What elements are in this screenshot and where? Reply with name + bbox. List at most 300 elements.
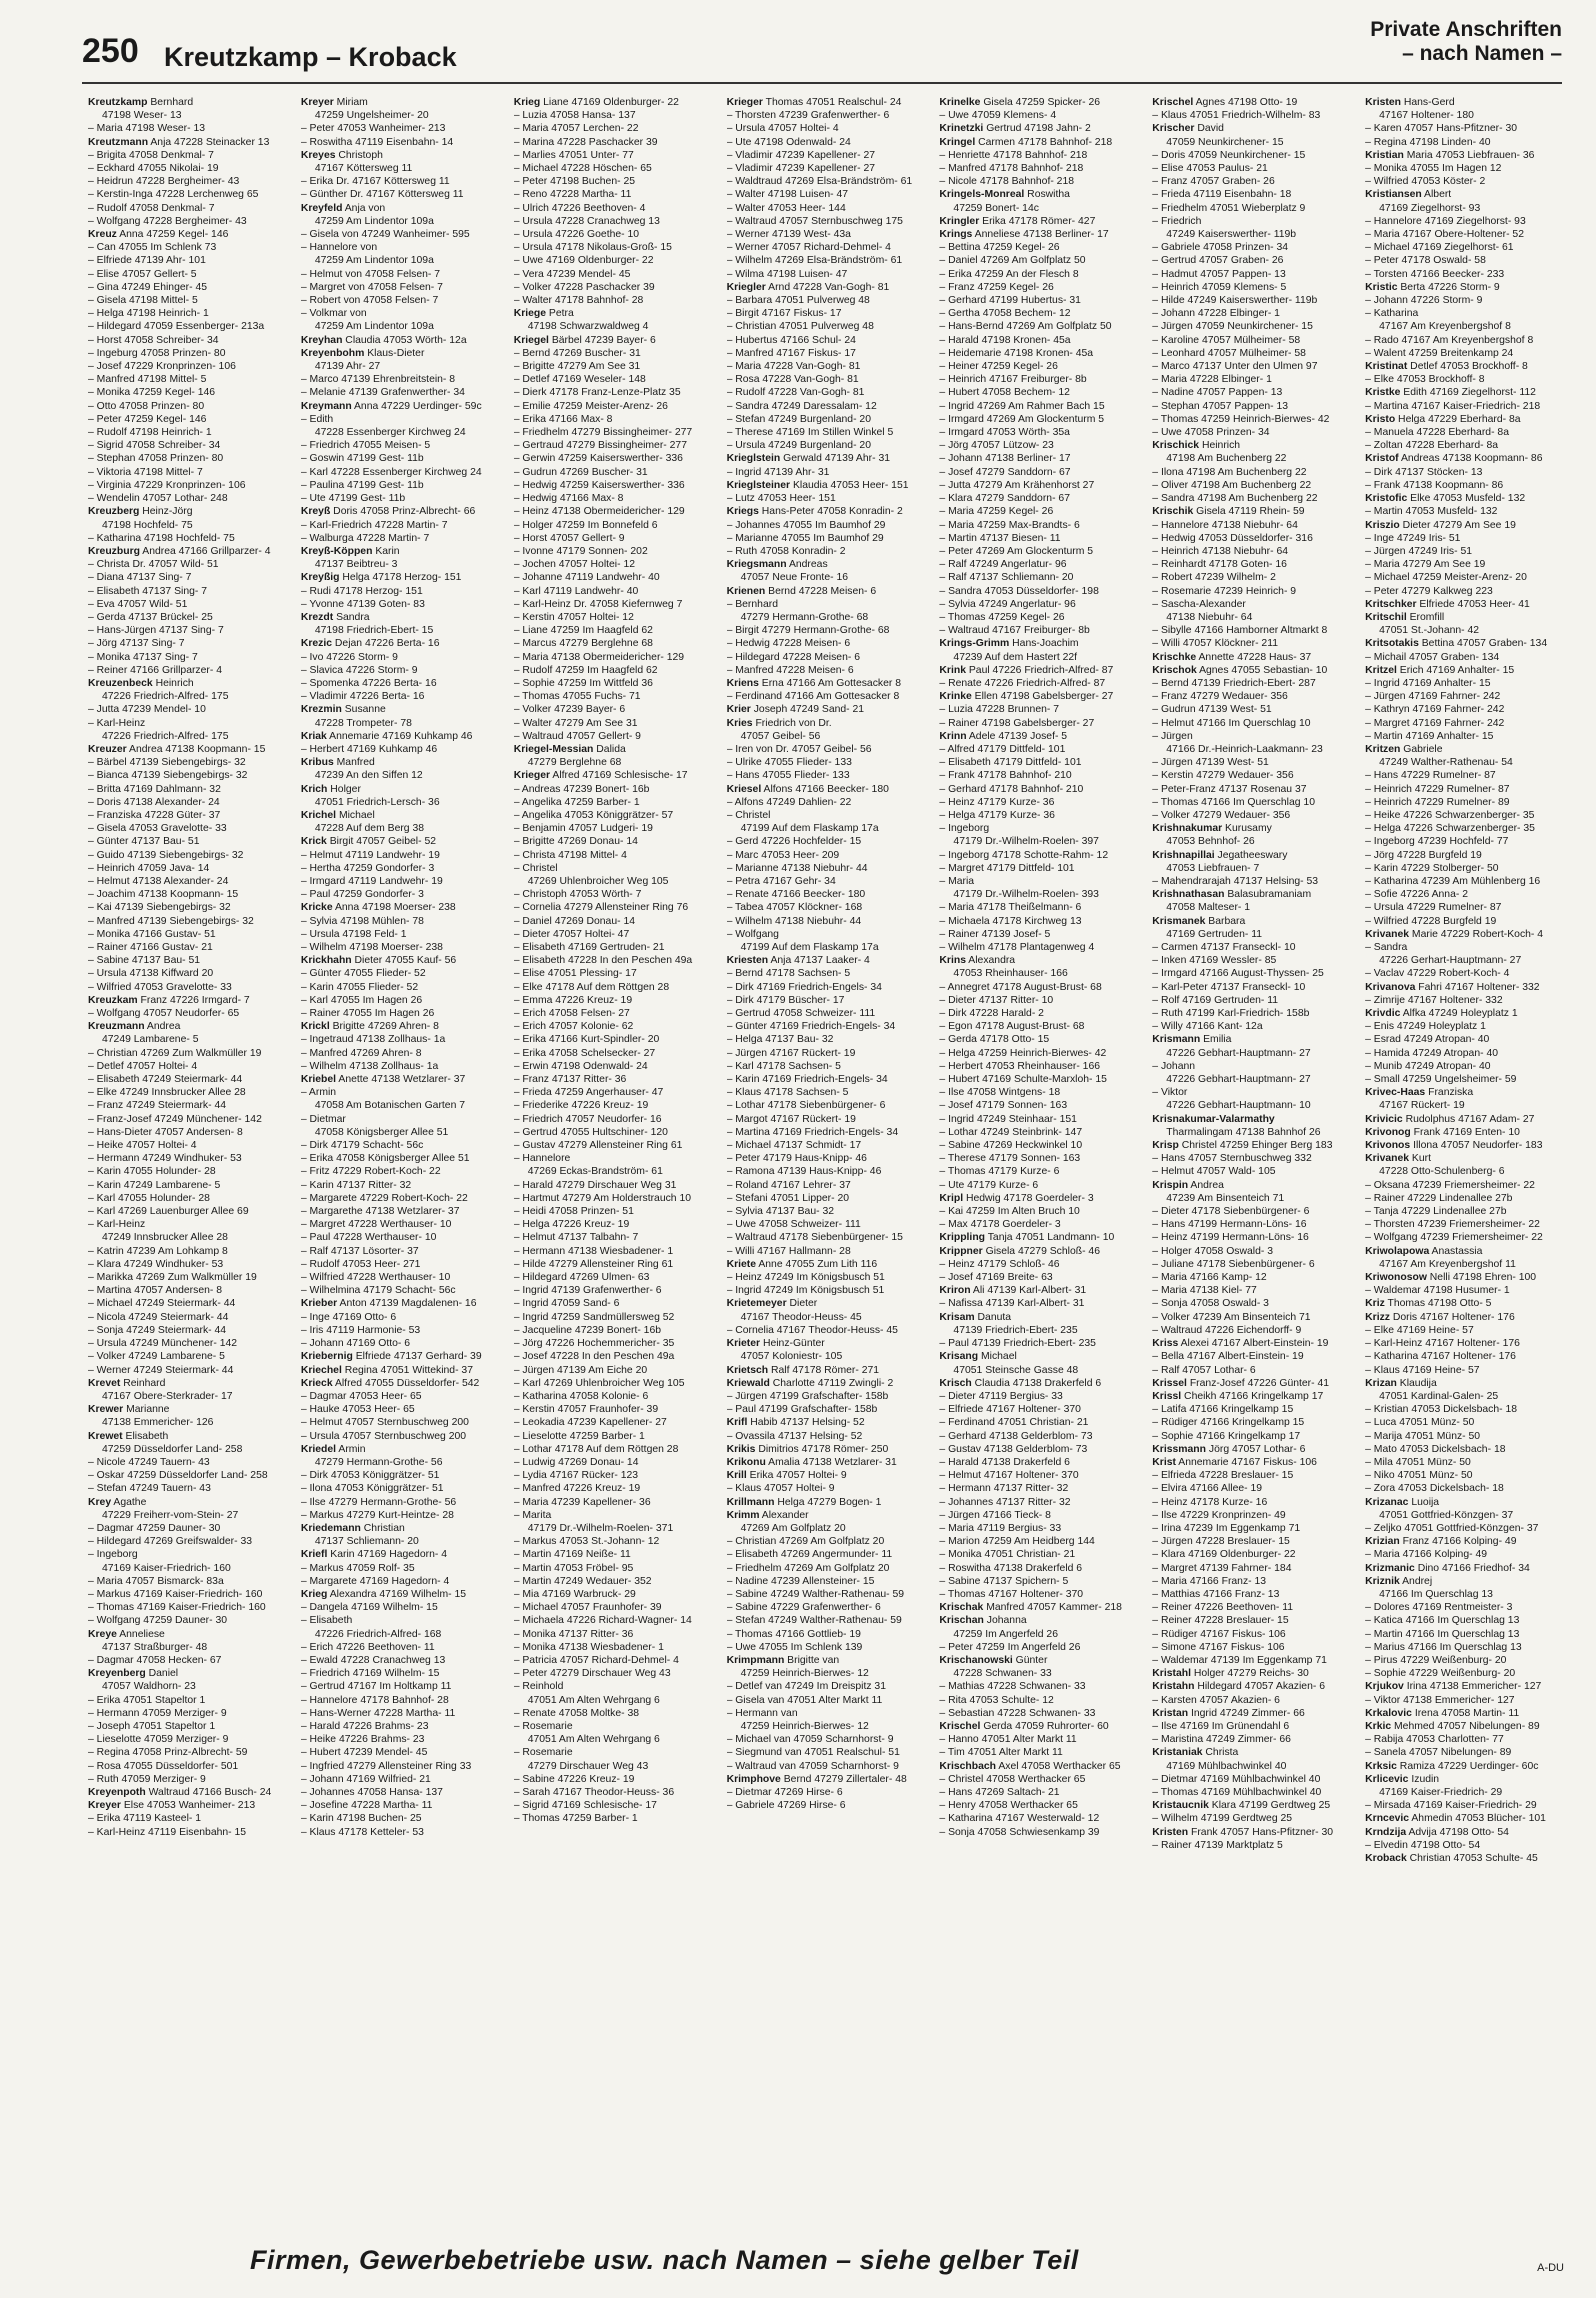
entry-details: – Emma 47226 Kreuz- 19 xyxy=(513,994,633,1006)
entry-details: – Hermann 47059 Merziger- 9 xyxy=(88,1707,227,1719)
entry-surname: Kringler xyxy=(939,215,980,227)
entry-details: – Hedwig 47259 Kaiserswerther- 336 xyxy=(513,479,685,491)
entry-details: – Inge 47249 Iris- 51 xyxy=(1365,532,1461,544)
entry-details: – Johannes 47137 Ritter- 32 xyxy=(939,1496,1071,1508)
entry-details: – Renate 47166 Beecker- 180 xyxy=(726,889,866,901)
listing-entry xyxy=(727,1113,926,1126)
listing-entry xyxy=(727,1099,926,1112)
listing-entry xyxy=(301,1179,500,1192)
entry-details: Gertrud 47198 Jahn- 2 xyxy=(983,123,1091,135)
entry-details: – Elise 47053 Paulus- 21 xyxy=(1152,163,1268,175)
listing-entry xyxy=(939,136,1138,149)
name-range-title: Kreutzkamp – Kroback xyxy=(164,42,457,72)
entry-surname: Krichel xyxy=(300,809,337,821)
listing-entry xyxy=(727,281,926,294)
entry-details: – Margret 47169 Fahrner- 242 xyxy=(1365,717,1505,729)
entry-details: Helga 47279 Bogen- 1 xyxy=(774,1496,882,1508)
listing-entry xyxy=(1365,1390,1564,1403)
listing-entry xyxy=(1152,585,1351,598)
listing-entry xyxy=(1152,717,1351,730)
listing-entry xyxy=(939,1403,1138,1416)
listing-entry xyxy=(1152,1430,1351,1443)
listing-entry xyxy=(1365,1614,1564,1627)
entry-details: Holger 47279 Reichs- 30 xyxy=(1190,1668,1309,1680)
listing-entry xyxy=(939,1205,1138,1218)
entry-details: – Uwe 47055 Im Schlenk 139 xyxy=(726,1641,863,1653)
listing-entry xyxy=(1152,439,1351,452)
listing-entry xyxy=(514,268,713,281)
header-rule xyxy=(82,82,1562,84)
entry-details: Karin xyxy=(372,545,400,557)
listing-entry xyxy=(514,519,713,532)
listing-entry xyxy=(1365,677,1564,690)
listing-entry xyxy=(301,109,500,122)
entry-details: – Klara 47249 Windhuker- 53 xyxy=(88,1258,224,1270)
entry-details: – Helga 47259 Heinrich-Bierwes- 42 xyxy=(939,1047,1107,1059)
entry-details: Andrea xyxy=(144,1021,181,1033)
listing-entry xyxy=(301,1033,500,1046)
listing-entry xyxy=(301,1654,500,1667)
entry-details: – Ludwig 47269 Donau- 14 xyxy=(513,1456,639,1468)
listing-entry xyxy=(514,162,713,175)
listing-entry xyxy=(88,1535,287,1548)
entry-details: – Hamida 47249 Atropan- 40 xyxy=(1365,1047,1499,1059)
listing-entry xyxy=(727,1192,926,1205)
page-header xyxy=(82,18,1562,100)
entry-details: Carmen 47178 Bahnhof- 218 xyxy=(975,136,1113,148)
entry-details: – Gerhard 47138 Gelderblom- 73 xyxy=(939,1430,1093,1442)
listing-entry xyxy=(1365,1522,1564,1535)
entry-details: – Hans-Jürgen 47137 Sing- 7 xyxy=(88,625,224,637)
entry-details: Helga 47229 Eberhard- 8a xyxy=(1395,413,1521,425)
entry-details: – Rosa 47228 Van-Gogh- 81 xyxy=(726,374,859,386)
entry-details: – Dirk 47053 Königgrätzer- 51 xyxy=(300,1470,440,1482)
entry-details: – Helmut von 47058 Felsen- 7 xyxy=(300,268,441,280)
listing-entry xyxy=(514,1667,713,1680)
entry-details: – Daniel 47269 Donau- 14 xyxy=(513,915,636,927)
listing-entry xyxy=(514,637,713,650)
entry-details: – Helmut 47166 Im Querschlag 10 xyxy=(1152,717,1311,729)
entry-details: – Helmut 47119 Landwehr- 19 xyxy=(300,849,440,861)
listing-entry xyxy=(1365,188,1564,201)
listing-entry xyxy=(1152,1760,1351,1773)
listing-entry xyxy=(1365,796,1564,809)
listing-entry xyxy=(1365,822,1564,835)
entry-details: – Lieselotte 47259 Barber- 1 xyxy=(513,1430,645,1442)
listing-entry xyxy=(88,1113,287,1126)
listing-entry xyxy=(301,1020,500,1033)
entry-details: – Maria 47228 Van-Gogh- 81 xyxy=(726,361,861,373)
listing-entry xyxy=(727,1179,926,1192)
listing-entry xyxy=(727,1007,926,1020)
listing-entry xyxy=(301,637,500,650)
listing-entry xyxy=(1365,1231,1564,1244)
entry-details: – Annegret 47178 August-Brust- 68 xyxy=(939,981,1102,993)
listing-entry xyxy=(301,1337,500,1350)
listing-entry xyxy=(1365,1641,1564,1654)
entry-details: – Kai 47139 Siebengebirgs- 32 xyxy=(88,902,231,914)
entry-details: 47228 Otto-Schulenberg- 6 xyxy=(1379,1166,1505,1178)
entry-surname: Krischke xyxy=(1152,651,1197,663)
entry-surname: Kristian xyxy=(1365,149,1404,161)
entry-details: – Kathryn 47169 Fahrner- 242 xyxy=(1365,704,1505,716)
entry-details: – Peter 47198 Buchen- 25 xyxy=(513,176,636,188)
entry-details: 47167 Obere-Sterkrader- 17 xyxy=(102,1390,233,1402)
entry-details: – Horst 47058 Schreiber- 34 xyxy=(88,334,219,346)
entry-surname: Kreye xyxy=(88,1628,117,1640)
listing-entry xyxy=(1152,1746,1351,1759)
listing-entry xyxy=(301,849,500,862)
listing-entry xyxy=(939,452,1138,465)
entry-details: – Dietmar 47169 Mühlbachwinkel 40 xyxy=(1152,1773,1321,1785)
listing-entry xyxy=(88,1139,287,1152)
entry-surname: Krinelke xyxy=(939,97,981,108)
entry-details: Frank 47057 Hans-Pfitzner- 30 xyxy=(1188,1826,1334,1838)
entry-details: – Siegmund van 47051 Realschul- 51 xyxy=(726,1747,900,1759)
entry-details: – Stefan 47249 Tauern- 43 xyxy=(88,1483,211,1495)
entry-details: – Rabija 47053 Charlotten- 77 xyxy=(1365,1734,1504,1746)
listing-entry xyxy=(301,1562,500,1575)
listing-entry xyxy=(301,162,500,175)
listing-entry xyxy=(88,228,287,241)
entry-surname: Krischan xyxy=(939,1615,984,1627)
entry-surname: Kreuzer xyxy=(88,743,127,755)
entry-details: – Klaus 47178 Ketteler- 53 xyxy=(300,1826,424,1838)
listing-entry xyxy=(1152,1020,1351,1033)
entry-details: Bärbel 47239 Bayer- 6 xyxy=(548,334,656,346)
entry-details: – Margarete 47169 Hagedorn- 4 xyxy=(300,1575,450,1587)
entry-details: 47051 Am Alten Wehrgang 6 xyxy=(527,1694,660,1706)
entry-details: – Friedhelm 47269 Am Golfplatz 20 xyxy=(726,1562,890,1574)
listing-entry xyxy=(514,901,713,914)
entry-details: – Josef 47179 Sonnen- 163 xyxy=(939,1100,1068,1112)
listing-entry xyxy=(301,1522,500,1535)
listing-entry xyxy=(88,1654,287,1667)
entry-details: Hans-Joachim xyxy=(1009,638,1079,650)
entry-details: – Pirus 47229 Weißenburg- 20 xyxy=(1365,1654,1507,1666)
entry-surname: Kritschil xyxy=(1365,611,1407,623)
entry-details: 47059 Neunkirchener- 15 xyxy=(1166,136,1284,148)
listing-entry xyxy=(514,294,713,307)
listing-entry xyxy=(1365,386,1564,399)
entry-details: 47279 Dirschauer Weg 43 xyxy=(527,1760,649,1772)
entry-details: – Wilfried 47228 Werthauser- 10 xyxy=(300,1272,451,1284)
listing-entry xyxy=(301,320,500,333)
listing-entry xyxy=(727,334,926,347)
entry-details: – Hubert 47169 Schulte-Marxloh- 15 xyxy=(939,1074,1107,1086)
listing-entry xyxy=(1152,426,1351,439)
listing-entry xyxy=(1152,1456,1351,1469)
entry-details: – Sofie 47226 Anna- 2 xyxy=(1365,889,1468,901)
entry-details: – Katrin 47239 Am Lohkamp 8 xyxy=(88,1245,228,1257)
listing-entry xyxy=(88,1311,287,1324)
entry-surname: Kriznik xyxy=(1365,1575,1400,1587)
entry-details: – Martin 47169 Neiße- 11 xyxy=(513,1549,631,1561)
entry-details: – Robert von 47058 Felsen- 7 xyxy=(300,295,439,307)
entry-details: – Walent 47259 Breitenkamp 24 xyxy=(1365,347,1514,359)
listing-entry xyxy=(514,122,713,135)
entry-details: – Therese 47169 Im Stillen Winkel 5 xyxy=(726,427,894,439)
listing-entry xyxy=(514,1786,713,1799)
listing-entry xyxy=(1152,1324,1351,1337)
listing-entry xyxy=(1152,1258,1351,1271)
entry-details: – Karin 47169 Friedrich-Engels- 34 xyxy=(726,1074,888,1086)
entry-details: 47228 Schwanen- 33 xyxy=(953,1668,1052,1680)
listing-entry xyxy=(301,1707,500,1720)
listing-entry xyxy=(939,188,1138,201)
entry-details: – Iren von Dr. 47057 Geibel- 56 xyxy=(726,743,872,755)
listing-entry xyxy=(1365,967,1564,980)
listing-entry xyxy=(88,888,287,901)
entry-details: 47269 Uhlenbroicher Weg 105 xyxy=(527,875,669,887)
listing-entry xyxy=(1365,1350,1564,1363)
entry-surname: Krietemeyer xyxy=(726,1298,787,1310)
entry-details: – Hertha 47259 Gondorfer- 3 xyxy=(300,862,435,874)
listing-entry xyxy=(301,1284,500,1297)
entry-surname: Kringels-Monreal xyxy=(939,189,1025,201)
listing-entry xyxy=(1365,981,1564,994)
listing-entry xyxy=(1365,1667,1564,1680)
entry-details: Claudia 47053 Wörth- 12a xyxy=(342,334,467,346)
entry-surname: Krist xyxy=(1152,1456,1176,1468)
entry-details: – Heinrich 47059 Klemens- 5 xyxy=(1152,281,1287,293)
entry-details: – Thomas 47169 Mühlbachwinkel 40 xyxy=(1152,1787,1322,1798)
listing-entry xyxy=(88,822,287,835)
entry-details: – Rainer 47055 Im Hagen 26 xyxy=(300,1008,435,1020)
listing-entry xyxy=(939,1746,1138,1759)
listing-entry xyxy=(88,796,287,809)
entry-details: – Michael 47249 Steiermark- 44 xyxy=(88,1298,236,1310)
listing-entry xyxy=(727,1284,926,1297)
entry-details: – Ingeborg xyxy=(88,1549,138,1561)
listing-entry xyxy=(727,1720,926,1733)
listing-entry xyxy=(514,1086,713,1099)
listing-entry xyxy=(939,1535,1138,1548)
listing-entry xyxy=(88,426,287,439)
entry-details: – Wilfried 47228 Burgfeld 19 xyxy=(1365,915,1497,927)
entry-details: – Harald 47138 Drakerfeld 6 xyxy=(939,1456,1070,1468)
listing-entry xyxy=(301,1377,500,1390)
listing-entry xyxy=(939,941,1138,954)
entry-details: – Hanno 47051 Alter Markt 11 xyxy=(939,1734,1077,1746)
listing-entry xyxy=(1365,281,1564,294)
listing-entry xyxy=(88,505,287,518)
entry-details: – Rado 47167 Am Kreyenbergshof 8 xyxy=(1365,334,1534,346)
entry-details: – Nadine 47057 Pappen- 13 xyxy=(1152,387,1283,399)
entry-details: – Michail 47057 Graben- 134 xyxy=(1365,651,1500,663)
entry-details: Friedrich von Dr. xyxy=(752,717,832,729)
listing-entry xyxy=(88,241,287,254)
listing-entry xyxy=(1365,373,1564,386)
entry-details: – Inge 47169 Otto- 6 xyxy=(300,1311,397,1323)
listing-entry xyxy=(301,466,500,479)
listing-entry xyxy=(727,1218,926,1231)
entry-details: Bettina 47057 Graben- 134 xyxy=(1418,638,1548,650)
listing-entry xyxy=(939,334,1138,347)
listing-entry xyxy=(514,466,713,479)
entry-surname: Krismann xyxy=(1152,1034,1201,1046)
entry-surname: Kreutzmann xyxy=(88,136,149,148)
listing-entry xyxy=(939,875,1138,888)
entry-details: – Marianne 47055 Im Baumhof 29 xyxy=(726,532,884,544)
entry-details: – Michaela 47178 Kirchweg 13 xyxy=(939,915,1082,927)
listing-entry xyxy=(88,849,287,862)
listing-entry xyxy=(727,1337,926,1350)
entry-surname: Krich xyxy=(300,783,328,795)
listing-entry xyxy=(939,1218,1138,1231)
listing-entry xyxy=(301,505,500,518)
listing-entry xyxy=(1152,677,1351,690)
listing-entry xyxy=(88,1126,287,1139)
listing-entry xyxy=(301,188,500,201)
entry-details: – Waldemar 47139 Im Eggenkamp 71 xyxy=(1152,1654,1327,1666)
entry-details: – Johannes 47055 Im Baumhof 29 xyxy=(726,519,886,531)
listing-entry xyxy=(1152,162,1351,175)
entry-details: – Wilfried 47053 Gravelotte- 33 xyxy=(88,981,232,993)
entry-surname: Krings xyxy=(939,229,973,241)
listing-entry xyxy=(939,1152,1138,1165)
listing-entry xyxy=(88,1733,287,1746)
listing-entry xyxy=(301,1099,500,1112)
entry-details: – Maria 47259 Max-Brandts- 6 xyxy=(939,519,1080,531)
listing-entry xyxy=(727,1641,926,1654)
footer-note: Firmen, Gewerbebetriebe usw. nach Namen – siehe gelber Teil xyxy=(250,2245,1079,2275)
entry-surname: Kreutzkamp xyxy=(88,97,148,108)
entry-surname: Kriss xyxy=(1152,1338,1179,1350)
entry-details: – Rudi 47178 Herzog- 151 xyxy=(300,585,423,597)
entry-details: – Martin 47137 Biesen- 11 xyxy=(939,532,1061,544)
entry-details: – Margret 47228 Werthauser- 10 xyxy=(300,1219,452,1231)
listing-entry xyxy=(88,1720,287,1733)
listing-entry xyxy=(939,162,1138,175)
entry-details: 47051 Steinsche Gasse 48 xyxy=(953,1364,1079,1376)
listing-entry xyxy=(727,519,926,532)
entry-details: – Ralf 47057 Lothar- 6 xyxy=(1152,1364,1256,1376)
entry-surname: Krimpmann xyxy=(726,1654,785,1666)
listing-entry xyxy=(727,1628,926,1641)
entry-details: – Sandra 47053 Düsseldorfer- 198 xyxy=(939,585,1099,597)
entry-details: – Maria xyxy=(939,875,975,887)
entry-details: Ramiza 47229 Uerdinger- 60c xyxy=(1396,1760,1539,1772)
listing-entry xyxy=(727,162,926,175)
entry-details: – Werner 47057 Richard-Dehmel- 4 xyxy=(726,242,891,254)
entry-details: – Reiner 47166 Grillparzer- 4 xyxy=(88,664,222,676)
entry-surname: Krishnakumar xyxy=(1152,823,1223,835)
listing-entry xyxy=(88,1165,287,1178)
listing-entry xyxy=(301,1113,500,1126)
listing-entry xyxy=(727,1020,926,1033)
entry-details: – Jutta 47239 Mendel- 10 xyxy=(88,704,206,716)
entry-details: – Small 47259 Ungelsheimer- 59 xyxy=(1365,1074,1517,1086)
listing-entry xyxy=(514,967,713,980)
listing-entry xyxy=(727,1403,926,1416)
entry-details: – Munib 47249 Atropan- 40 xyxy=(1365,1060,1491,1072)
listing-entry xyxy=(514,651,713,664)
listing-entry xyxy=(1152,1614,1351,1627)
listing-entry xyxy=(301,1271,500,1284)
entry-details: 47167 Köttersweg 11 xyxy=(314,163,413,175)
listing-entry xyxy=(514,228,713,241)
listing-entry xyxy=(939,294,1138,307)
entry-details: – Dieter 47137 Ritter- 10 xyxy=(939,994,1054,1006)
listing-entry xyxy=(301,651,500,664)
entry-surname: Krieber xyxy=(300,1298,338,1310)
entry-details: – Wilhelm 47138 Niebuhr- 44 xyxy=(726,915,862,927)
listing-entry xyxy=(301,96,500,109)
entry-details: – Karin 47055 Flieder- 52 xyxy=(300,981,419,993)
entry-details: – Thomas 47055 Fuchs- 71 xyxy=(513,691,641,703)
listing-entry xyxy=(727,664,926,677)
listing-entry xyxy=(514,888,713,901)
listing-entry xyxy=(939,1060,1138,1073)
entry-details: – Hildegard 47059 Essenberger- 213a xyxy=(88,321,265,333)
entry-surname: Krieter xyxy=(726,1338,761,1350)
listing-entry xyxy=(1365,809,1564,822)
entry-details: – Waltraud 47057 Gellert- 9 xyxy=(513,730,641,742)
entry-details: – Christian 47269 Zum Walkmüller 19 xyxy=(88,1047,262,1059)
entry-details: Annemarie 47169 Kuhkamp 46 xyxy=(326,730,473,742)
entry-details: – Benjamin 47057 Ludgeri- 19 xyxy=(513,823,653,835)
listing-entry xyxy=(88,1007,287,1020)
listing-entry xyxy=(939,505,1138,518)
entry-details: 47167 Theodor-Heuss- 45 xyxy=(740,1311,862,1323)
entry-details: – Frieda 47259 Angerhauser- 47 xyxy=(513,1087,664,1099)
entry-details: – Sigrid 47169 Schlesische- 17 xyxy=(513,1800,657,1812)
listing-entry xyxy=(88,1562,287,1575)
listing-entry xyxy=(301,558,500,571)
listing-entry xyxy=(514,188,713,201)
listing-entry xyxy=(301,241,500,254)
listing-column xyxy=(514,96,713,2236)
listing-entry xyxy=(301,1641,500,1654)
entry-details: – Friedhelm 47279 Bissingheimer- 277 xyxy=(513,427,693,439)
listing-entry xyxy=(939,1548,1138,1561)
entry-details: – Henriette 47178 Bahnhof- 218 xyxy=(939,149,1088,161)
entry-details: 47053 Rheinhauser- 166 xyxy=(953,968,1068,980)
entry-details: – Guido 47139 Siebengebirgs- 32 xyxy=(88,849,244,861)
listing-entry xyxy=(727,1033,926,1046)
entry-details: – Heidrun 47228 Bergheimer- 43 xyxy=(88,176,240,188)
listing-column xyxy=(88,96,287,2236)
section-title-line1: Private Anschriften xyxy=(1370,18,1562,41)
entry-details: – Yvonne 47139 Goten- 83 xyxy=(300,598,425,610)
entry-details: Christian 47053 Schulte- 45 xyxy=(1406,1853,1538,1865)
entry-details: – Harald 47226 Brahms- 23 xyxy=(300,1720,429,1732)
listing-entry xyxy=(1365,334,1564,347)
entry-details: – Rosemarie xyxy=(513,1747,573,1759)
entry-surname: Kreyenpoth xyxy=(88,1787,146,1798)
listing-entry xyxy=(301,347,500,360)
listing-entry xyxy=(1365,122,1564,135)
listing-entry xyxy=(301,1073,500,1086)
listing-entry xyxy=(301,1007,500,1020)
listing-entry xyxy=(939,1231,1138,1244)
entry-details: Frank 47169 Enten- 10 xyxy=(1410,1126,1520,1138)
entry-details: – Kerstin 47057 Fraunhofer- 39 xyxy=(513,1404,659,1416)
entry-details: – Jutta 47279 Am Krähenhorst 27 xyxy=(939,479,1095,491)
listing-entry xyxy=(301,1311,500,1324)
entry-details: Habib 47137 Helsing- 52 xyxy=(747,1417,865,1429)
listing-entry xyxy=(514,1165,713,1178)
entry-details: – Brigitte 47269 Donau- 14 xyxy=(513,836,638,848)
listing-entry xyxy=(1152,466,1351,479)
entry-details: Waltraud 47166 Busch- 24 xyxy=(145,1787,272,1798)
entry-surname: Kreyer xyxy=(88,1800,121,1812)
entry-details: – Waltraud van 47059 Scharnhorst- 9 xyxy=(726,1760,899,1772)
footer-code: A-DU xyxy=(1537,2262,1564,2274)
entry-details: – Elke 47178 Auf dem Röttgen 28 xyxy=(513,981,670,993)
entry-details: Agnes 47055 Sebastian- 10 xyxy=(1196,664,1328,676)
